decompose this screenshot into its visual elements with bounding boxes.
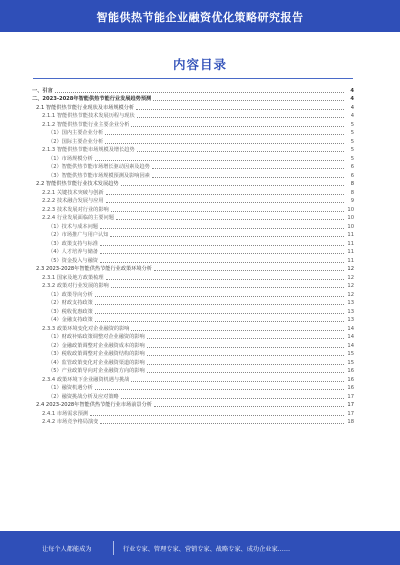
toc-entry[interactable] xyxy=(32,188,354,197)
toc-entry-label: （1）财政补贴政策调整对企业融资的影响 xyxy=(48,334,145,340)
toc-entry-page: 13 xyxy=(347,300,354,306)
toc-entry[interactable] xyxy=(32,367,354,376)
toc-entry-label: 2.4 2023-2028年智能供热节能行业市场前景分析 xyxy=(36,402,152,408)
toc-entry-label: 2.2.1 关键技术突破与创新 xyxy=(42,189,104,196)
toc-leader-dots xyxy=(154,406,344,407)
toc-entry[interactable] xyxy=(32,290,354,299)
toc-leader-dots xyxy=(121,185,344,186)
toc-entry-page: 5 xyxy=(350,130,354,136)
toc-leader-dots xyxy=(100,253,344,254)
toc-entry-label: （3）税收政策调整对企业融资结构的影响 xyxy=(48,351,145,357)
toc-entry-page: 9 xyxy=(350,198,354,204)
toc-entry-label: 2.3 2023-2028年智能供热节能行业政策环境分析 xyxy=(36,266,152,272)
toc-entry-page: 14 xyxy=(347,342,354,349)
toc-leader-dots xyxy=(105,134,344,135)
toc-entry-label: （5）产业政策导向对企业融资方向的影响 xyxy=(48,368,145,374)
toc-entry-page: 5 xyxy=(350,155,354,162)
toc-entry[interactable] xyxy=(32,265,354,274)
toc-entry-page: 11 xyxy=(347,249,354,255)
toc-entry[interactable] xyxy=(32,418,354,427)
toc-entry-page: 14 xyxy=(347,334,354,340)
toc-entry[interactable] xyxy=(32,324,354,333)
footer-slogan: 让每个人都能成为 xyxy=(42,546,92,553)
toc-entry-page: 4 xyxy=(350,113,354,119)
toc-entry-label: 2.4.2 市场竞争格局演变 xyxy=(42,419,99,425)
toc-entry-page: 8 xyxy=(350,181,354,187)
toc-entry-page: 11 xyxy=(347,240,354,247)
toc-entry-label: 2.1 智能供热节能行业现状及市场规模分析 xyxy=(36,104,135,111)
toc-entry[interactable] xyxy=(32,129,354,138)
toc-entry[interactable] xyxy=(32,163,354,172)
toc-entry-page: 4 xyxy=(350,104,354,111)
toc-entry[interactable] xyxy=(32,180,354,189)
toc-entry-label: （3）税收优惠政策 xyxy=(48,308,93,315)
toc-entry-page: 12 xyxy=(347,291,354,298)
toc-entry-label: （1）技术与成本问题 xyxy=(48,223,98,230)
toc-entry-label: 2.2.2 技术融合发展与应用 xyxy=(42,198,104,204)
toc-entry[interactable] xyxy=(32,137,354,146)
toc-entry-page: 8 xyxy=(350,189,354,196)
toc-entry-label: （1）融资机遇分析 xyxy=(48,385,93,391)
toc-entry[interactable] xyxy=(32,86,354,95)
toc-entry[interactable] xyxy=(32,154,354,163)
page-header-bar xyxy=(0,0,400,32)
toc-leader-dots xyxy=(147,372,344,373)
toc-entry-page: 16 xyxy=(347,385,354,391)
toc-entry-page: 18 xyxy=(347,419,354,425)
toc-entry[interactable] xyxy=(32,95,354,104)
toc-entry[interactable] xyxy=(32,197,354,206)
toc-entry[interactable] xyxy=(32,273,354,282)
toc-entry-page: 5 xyxy=(350,147,354,153)
toc-entry-label: 2.1.2 智能供热节能行业主要企业分析 xyxy=(42,121,130,128)
toc-leader-dots xyxy=(111,211,344,212)
toc-entry-label: （2）市场推广与用户认知 xyxy=(48,232,109,238)
toc-entry-label: （4）金融支持政策 xyxy=(48,317,93,323)
toc-entry-page: 4 xyxy=(350,87,354,94)
toc-entry-label: （1）政策导向分析 xyxy=(48,291,93,298)
footer-divider xyxy=(113,541,114,555)
toc-entry-page: 12 xyxy=(347,283,354,289)
toc-leader-dots xyxy=(100,262,344,263)
toc-entry[interactable] xyxy=(32,103,354,112)
toc-entry-page: 16 xyxy=(347,376,354,383)
toc-entry-page: 17 xyxy=(347,410,354,417)
toc-entry-label: 2.3.1 国家及地方政策梳理 xyxy=(42,274,104,281)
toc-leader-dots xyxy=(131,126,344,127)
toc-entry-page: 16 xyxy=(347,368,354,374)
toc-entry-page: 15 xyxy=(347,359,354,366)
toc-entry[interactable] xyxy=(32,256,354,265)
toc-entry-page: 17 xyxy=(347,402,354,408)
toc-entry[interactable] xyxy=(32,282,354,291)
toc-leader-dots xyxy=(55,92,344,93)
toc-leader-dots xyxy=(95,321,344,322)
toc-entry-label: （3）智能供热节能市场规模预测及影响因素 xyxy=(48,172,150,179)
toc-leader-dots xyxy=(147,364,344,365)
toc-entry[interactable] xyxy=(32,214,354,223)
toc-leader-dots xyxy=(131,381,344,382)
toc-entry-label: 2.1.1 智能供热节能技术发展历程与现状 xyxy=(42,113,135,119)
toc-entry-page: 10 xyxy=(347,223,354,230)
toc-entry-page: 12 xyxy=(347,274,354,281)
toc-leader-dots xyxy=(137,151,344,152)
toc-entry-page: 10 xyxy=(347,206,354,213)
toc-leader-dots xyxy=(111,287,344,288)
toc-entry-label: 2.1.3 智能供热节能市场规模及增长趋势 xyxy=(42,147,135,153)
toc-entry[interactable] xyxy=(32,401,354,410)
toc-entry-label: （5）资金投入与融资 xyxy=(48,257,98,264)
toc-leader-dots xyxy=(90,415,344,416)
toc-leader-dots xyxy=(95,313,344,314)
toc-entry-label: 2.3.2 政策对行业发展的影响 xyxy=(42,283,109,289)
toc-entry[interactable] xyxy=(32,333,354,342)
toc-entry-label: （2）财政支持政策 xyxy=(48,300,93,306)
toc-leader-dots xyxy=(152,177,344,178)
toc-entry-page: 14 xyxy=(347,325,354,332)
toc-entry-label: （3）政策支持与标准 xyxy=(48,240,98,247)
toc-leader-dots xyxy=(131,330,344,331)
toc-leader-dots xyxy=(106,279,344,280)
toc-leader-dots xyxy=(95,160,344,161)
toc-entry-page: 12 xyxy=(347,266,354,272)
toc-entry-label: 2.2.4 行业发展面临的主要问题 xyxy=(42,215,114,221)
toc-leader-dots xyxy=(147,338,344,339)
toc-entry[interactable] xyxy=(32,307,354,316)
toc-leader-dots xyxy=(116,219,344,220)
toc-leader-dots xyxy=(137,117,344,118)
toc-entry-label: 2.4.1 市场需求预测 xyxy=(42,410,88,417)
toc-leader-dots xyxy=(100,228,344,229)
toc-leader-dots xyxy=(95,296,344,297)
toc-entry-page: 17 xyxy=(347,393,354,400)
toc-entry[interactable] xyxy=(32,120,354,129)
toc-entry[interactable] xyxy=(32,358,354,367)
toc-leader-dots xyxy=(106,202,344,203)
toc-entry-label: 2.3.4 政策环境下企业融资机遇与挑战 xyxy=(42,376,130,383)
toc-entry-label: （1）国内主要企业分析 xyxy=(48,130,104,136)
toc-leader-dots xyxy=(136,109,344,110)
toc-entry-page: 11 xyxy=(347,232,354,238)
toc-entry-label: （1）市场规模分析 xyxy=(48,155,93,162)
toc-entry-label: 二、2023-2028年智能供热节能行业发展趋势预测 xyxy=(32,96,152,102)
toc-entry[interactable] xyxy=(32,205,354,214)
toc-leader-dots xyxy=(95,389,344,390)
toc-entry-label: （2）国际主要企业分析 xyxy=(48,138,104,145)
toc-entry-label: 2.2 智能供热节能行业技术发展趋势 xyxy=(36,181,119,187)
toc-entry[interactable] xyxy=(32,112,354,121)
toc-entry[interactable] xyxy=(32,384,354,393)
toc-entry[interactable] xyxy=(32,341,354,350)
toc-leader-dots xyxy=(154,270,344,271)
toc-entry-label: （2）融资挑战分析及应对策略 xyxy=(48,393,119,400)
toc-leader-dots xyxy=(153,100,344,101)
toc-entry-label: 一、引言 xyxy=(32,87,53,94)
toc-entry-page: 10 xyxy=(347,215,354,221)
toc-entry[interactable] xyxy=(32,409,354,418)
toc-entry-label: （4）监管政策变化对企业融资渠道的影响 xyxy=(48,359,145,366)
table-of-contents xyxy=(32,86,354,426)
toc-entry[interactable] xyxy=(32,299,354,308)
toc-entry-page: 13 xyxy=(347,308,354,315)
toc-entry[interactable] xyxy=(32,375,354,384)
toc-entry[interactable] xyxy=(32,248,354,257)
toc-leader-dots xyxy=(121,398,344,399)
toc-entry-label: 2.2.3 技术发展对行业的影响 xyxy=(42,206,109,213)
toc-entry[interactable] xyxy=(32,239,354,248)
toc-entry-page: 4 xyxy=(350,96,354,102)
toc-entry-page: 6 xyxy=(350,172,354,179)
toc-entry[interactable] xyxy=(32,316,354,325)
toc-entry-label: 2.3.3 政策环境变化对企业融资的影响 xyxy=(42,325,130,332)
report-title: 智能供热节能企业融资优化策略研究报告 xyxy=(96,11,304,24)
toc-leader-dots xyxy=(147,347,344,348)
toc-leader-dots xyxy=(110,236,344,237)
toc-leader-dots xyxy=(100,245,344,246)
toc-entry[interactable] xyxy=(32,392,354,401)
toc-entry[interactable] xyxy=(32,231,354,240)
toc-leader-dots xyxy=(152,168,344,169)
toc-divider xyxy=(33,78,353,79)
toc-entry-page: 11 xyxy=(347,257,354,264)
toc-entry-page: 15 xyxy=(347,351,354,357)
page-footer-bar xyxy=(0,531,400,565)
toc-leader-dots xyxy=(105,143,344,144)
toc-entry-page: 13 xyxy=(347,317,354,323)
toc-leader-dots xyxy=(106,194,344,195)
toc-entry-label: （4）人才培养与储备 xyxy=(48,249,98,255)
toc-entry-page: 5 xyxy=(350,138,354,145)
toc-heading: 内容目录 xyxy=(172,57,227,72)
toc-leader-dots xyxy=(95,304,344,305)
toc-leader-dots xyxy=(147,355,344,356)
toc-entry-page: 6 xyxy=(350,164,354,170)
toc-entry[interactable] xyxy=(32,171,354,180)
toc-leader-dots xyxy=(100,423,344,424)
toc-entry[interactable] xyxy=(32,350,354,359)
toc-entry[interactable] xyxy=(32,146,354,155)
toc-entry-page: 5 xyxy=(350,121,354,128)
toc-entry[interactable] xyxy=(32,222,354,231)
toc-entry-label: （2）金融政策调整对企业融资成本的影响 xyxy=(48,342,145,349)
toc-entry-label: （2）智能供热节能市场增长驱动因素及趋势 xyxy=(48,164,150,170)
footer-tagline: 行业专家、管理专家、营销专家、战略专家、成功企业家…… xyxy=(123,546,291,553)
